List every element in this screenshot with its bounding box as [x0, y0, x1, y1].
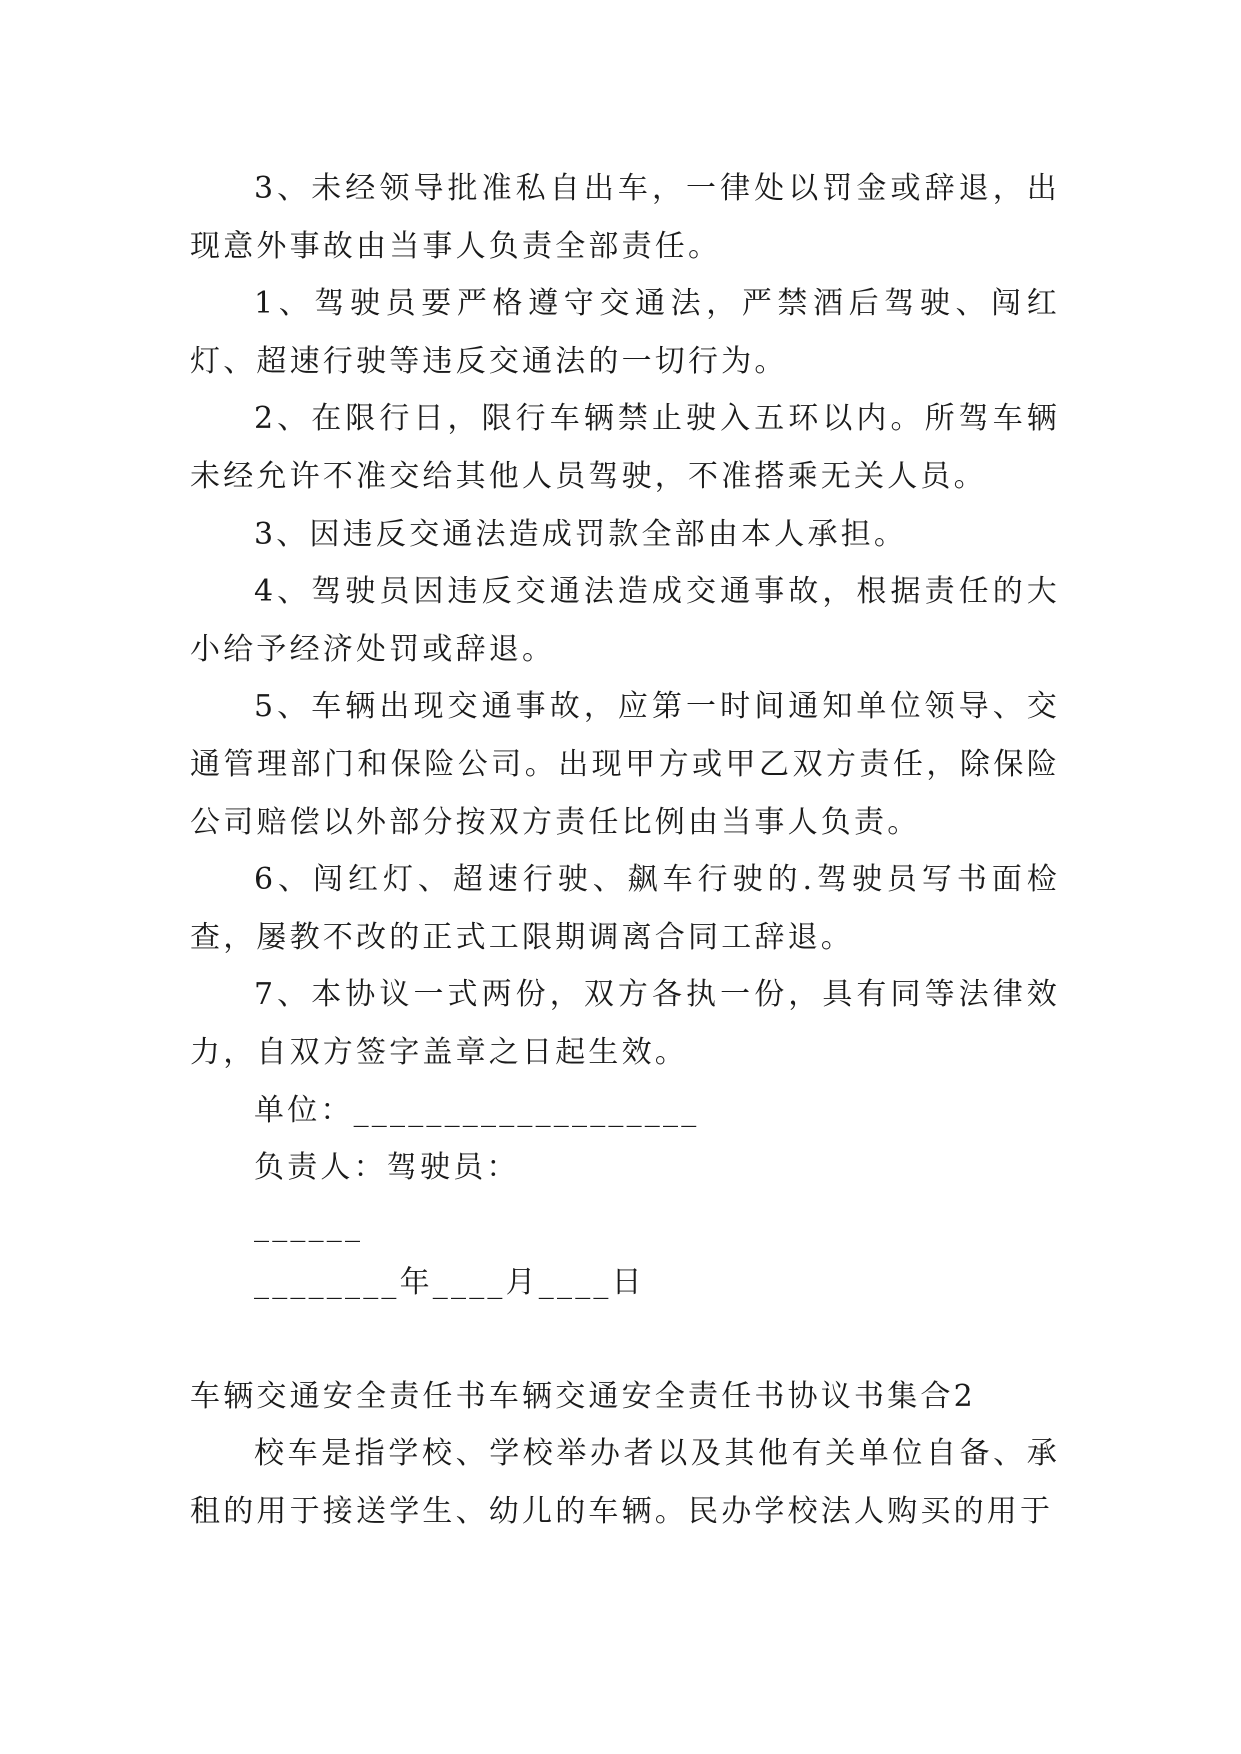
clause-paragraph: 3、因违反交通法造成罚款全部由本人承担。: [254, 516, 908, 552]
clause-paragraph: 2、在限行日，限行车辆禁止驶入五环以内。所驾车辆未经允许不准交给其他人员驾驶，不准搭乘无关人员。: [190, 401, 1060, 494]
clause-paragraph: 3、未经领导批准私自出车，一律处以罚金或辞退，出现意外事故由当事人负责全部责任。: [190, 171, 1060, 264]
signature-date-line: ________年____月____日: [254, 1265, 645, 1301]
clause-paragraph: 5、车辆出现交通事故，应第一时间通知单位领导、交通管理部门和保险公司。出现甲方或甲乙双方责任，除保险公司赔偿以外部分按双方责任比例由当事人负责。: [190, 689, 1060, 840]
signature-underline: ______: [254, 1207, 364, 1243]
clause-paragraph: 1、驾驶员要严格遵守交通法，严禁酒后驾驶、闯红灯、超速行驶等违反交通法的一切行为。: [190, 286, 1060, 379]
clause-paragraph: 7、本协议一式两份，双方各执一份，具有同等法律效力，自双方签字盖章之日起生效。: [190, 977, 1060, 1070]
signature-person-line: 负责人：驾驶员：: [254, 1150, 520, 1186]
section-heading: 车辆交通安全责任书车辆交通安全责任书协议书集合2: [190, 1378, 976, 1414]
document-body: [190, 160, 1060, 1541]
clause-paragraph: 6、闯红灯、超速行驶、飙车行驶的.驾驶员写书面检查，屡教不改的正式工限期调离合同工辞退。: [190, 862, 1060, 955]
signature-unit-line: 单位：___________________: [254, 1092, 700, 1128]
clause-paragraph: 4、驾驶员因违反交通法造成交通事故，根据责任的大小给予经济处罚或辞退。: [190, 574, 1060, 667]
section-paragraph: 校车是指学校、学校举办者以及其他有关单位自备、承租的用于接送学生、幼儿的车辆。民办学校法人购买的用于: [190, 1436, 1060, 1530]
